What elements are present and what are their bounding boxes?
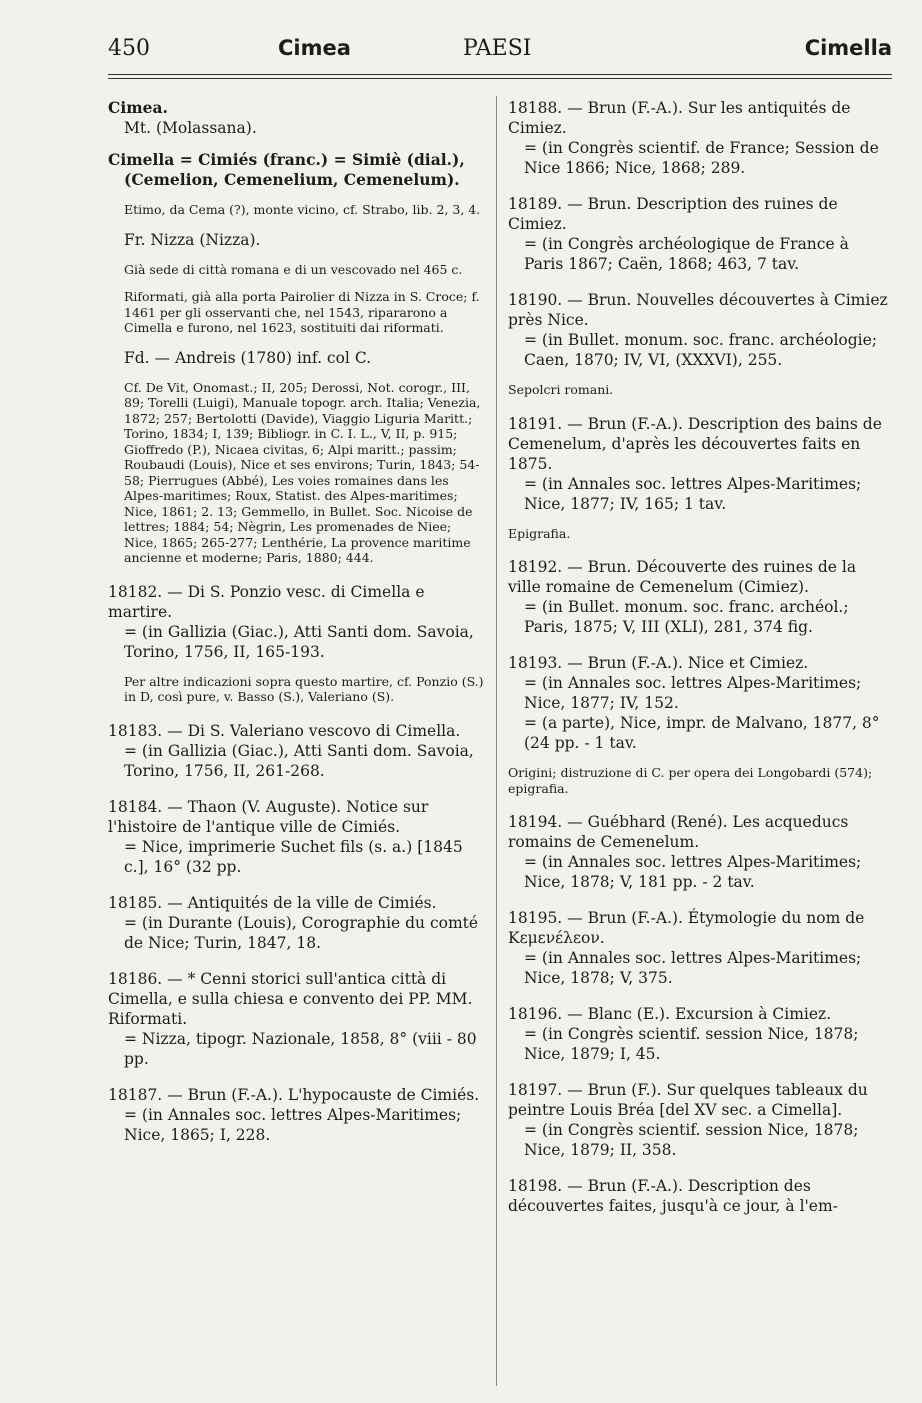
entry-18188-source: = (in Congrès scientif. de France; Session de Nice 1866; Nice, 1868; 289.: [524, 139, 879, 177]
column-divider: [496, 96, 497, 1386]
entry-18187-title: 18187. — Brun (F.-A.). L'hypocauste de Cimiés.: [108, 1085, 480, 1104]
fd-line: Fd. — Andreis (1780) inf. col C.: [124, 348, 372, 367]
left-column: [108, 98, 484, 1145]
right-column: [508, 98, 892, 1216]
entry-18186-title: 18186. — * Cenni storici sull'antica città di Cimella, e sulla chiesa e convento dei PP. MM. Riformati.: [108, 969, 473, 1028]
entry-18193-note: Origini; distruzione di C. per opera dei Longobardi (574); epigrafia.: [508, 765, 873, 796]
entry-18182-source: = (in Gallizia (Giac.), Atti Santi dom. Savoia, Torino, 1756, II, 165-193.: [124, 622, 474, 661]
entry-18195-title: 18195. — Brun (F.-A.). Étymologie du nom de Κεμενέλεον.: [508, 909, 865, 947]
entry-18189-title: 18189. — Brun. Description des ruines de Cimiez.: [508, 195, 838, 233]
page-number: 450: [108, 36, 150, 61]
entry-18182-title: 18182. — Di S. Ponzio vesc. di Cimella e martire.: [108, 582, 425, 621]
entry-18195-source: = (in Annales soc. lettres Alpes-Maritimes; Nice, 1878; V, 375.: [524, 949, 862, 987]
entry-18194-title: 18194. — Guébhard (René). Les acqueducs romains de Cemenelum.: [508, 813, 849, 851]
entry-18190-source: = (in Bullet. monum. soc. franc. archéologie; Caen, 1870; IV, VI, (XXXVI), 255.: [524, 331, 878, 369]
riformati-note: Riformati, già alla porta Pairolier di Nizza in S. Croce; f. 1461 per gli osservanti che, nel 1543, ripararono a Cimella e furono, nel 1623, sostituiti dai riformati.: [124, 289, 480, 335]
cimea-mt: Mt. (Molassana).: [124, 119, 257, 137]
heading-cimella: Cimella = Cimiés (franc.) = Simiè (dial.), (Cemelion, Cemenelium, Cemenelum).: [108, 150, 465, 189]
entry-18197-title: 18197. — Brun (F.). Sur quelques tableaux du peintre Louis Bréa [del XV sec. a Cimella].: [508, 1081, 868, 1119]
entry-18183-title: 18183. — Di S. Valeriano vescovo di Cimella.: [108, 721, 461, 740]
entry-18183-source: = (in Gallizia (Giac.), Atti Santi dom. Savoia, Torino, 1756, II, 261-268.: [124, 741, 474, 780]
history-note: Già sede di città romana e di un vescovado nel 465 c.: [124, 261, 463, 277]
entry-18196-title: 18196. — Blanc (E.). Excursion à Cimiez.: [508, 1005, 832, 1023]
entry-18189-source: = (in Congrès archéologique de France à Paris 1867; Caën, 1868; 463, 7 tav.: [524, 235, 849, 273]
entry-18193-title: 18193. — Brun (F.-A.). Nice et Cimiez.: [508, 654, 809, 672]
entry-18194-source: = (in Annales soc. lettres Alpes-Maritimes; Nice, 1878; V, 181 pp. - 2 tav.: [524, 853, 862, 891]
entry-18191-source: = (in Annales soc. lettres Alpes-Maritimes; Nice, 1877; IV, 165; 1 tav.: [524, 474, 862, 513]
entry-18191-title: 18191. — Brun (F.-A.). Description des bains de Cemenelum, d'après les découvertes faits en 1875.: [508, 414, 882, 473]
fr-line: Fr. Nizza (Nizza).: [124, 230, 261, 249]
entry-18188-title: 18188. — Brun (F.-A.). Sur les antiquités de Cimiez.: [508, 99, 851, 137]
header-center-title: PAESI: [463, 36, 532, 61]
entry-18193-reprint: = (a parte), Nice, impr. de Malvano, 1877, 8° (24 pp. - 1 tav.: [524, 714, 880, 752]
entry-18191-note: Epigrafia.: [508, 525, 571, 541]
running-header: [108, 36, 892, 66]
entry-18182-note: Per altre indicazioni sopra questo martire, cf. Ponzio (S.) in D, così pure, v. Basso (S.), Valeriano (S).: [124, 673, 484, 704]
header-rule-top: [108, 74, 892, 75]
entry-18193-source: = (in Annales soc. lettres Alpes-Maritimes; Nice, 1877; IV, 152.: [524, 674, 862, 712]
header-right-title: Cimella: [804, 36, 892, 60]
entry-18190-title: 18190. — Brun. Nouvelles découvertes à Cimiez près Nice.: [508, 291, 888, 329]
etimo-note: Etimo, da Cema (?), monte vicino, cf. Strabo, lib. 2, 3, 4.: [124, 202, 481, 217]
heading-cimea: Cimea.: [108, 98, 168, 117]
entry-18197-source: = (in Congrès scientif. session Nice, 1878; Nice, 1879; II, 358.: [524, 1121, 859, 1159]
entry-18184-source: = Nice, imprimerie Suchet fils (s. a.) [1845 c.], 16° (32 pp.: [124, 837, 463, 876]
entry-18184-title: 18184. — Thaon (V. Auguste). Notice sur l'histoire de l'antique ville de Cimiés.: [108, 797, 429, 836]
entry-18186-source: = Nizza, tipogr. Nazionale, 1858, 8° (viii - 80 pp.: [124, 1029, 477, 1068]
header-left-title: Cimea: [278, 36, 351, 60]
entry-18196-source: = (in Congrès scientif. session Nice, 1878; Nice, 1879; I, 45.: [524, 1025, 859, 1063]
header-rule-bottom: [108, 78, 892, 79]
entry-18190-note: Sepolcri romani.: [508, 382, 614, 397]
entry-18198-title: 18198. — Brun (F.-A.). Description des découvertes faites, jusqu'à ce jour, à l'em-: [508, 1177, 838, 1215]
entry-18192-source: = (in Bullet. monum. soc. franc. archéol.; Paris, 1875; V, III (XLI), 281, 374 fig.: [524, 598, 849, 636]
entry-18187-source: = (in Annales soc. lettres Alpes-Maritimes; Nice, 1865; I, 228.: [124, 1105, 462, 1144]
cf-references: Cf. De Vit, Onomast.; II, 205; Derossi, Not. corogr., III, 89; Torelli (Luigi), Manuale topogr. arch. Italia; Venezia, 1872; 257; Bertolotti (Davide), Viaggio Liguria Maritt.; Torino, 1834; I, 139; Bibliogr. in C. I. L., V, II, p. 915; Gioffredo (P.), Nicaea civitas, 6; Alpi maritt.; passim; Roubaudi (Louis), Nice et ses environs; Turin, 1843; 54-58; Pierrugues (Abbé), Les voies romaines dans les Alpes-maritimes; Roux, Statist. des Alpes-maritimes; Nice, 1861; 2. 13; Gemmello, in Bullet. Soc. Nicoise de lettres; 1884; 54; Nègrin, Les promenades de Niee; Nice, 1865; 265-277; Lenthérie, La provence maritime ancienne et moderne; Paris, 1880; 444.: [124, 379, 481, 565]
entry-18192-title: 18192. — Brun. Découverte des ruines de la ville romaine de Cemenelum (Cimiez).: [508, 558, 857, 596]
entry-18185-source: = (in Durante (Louis), Corographie du comté de Nice; Turin, 1847, 18.: [124, 913, 479, 952]
entry-18185-title: 18185. — Antiquités de la ville de Cimiés.: [108, 893, 437, 912]
